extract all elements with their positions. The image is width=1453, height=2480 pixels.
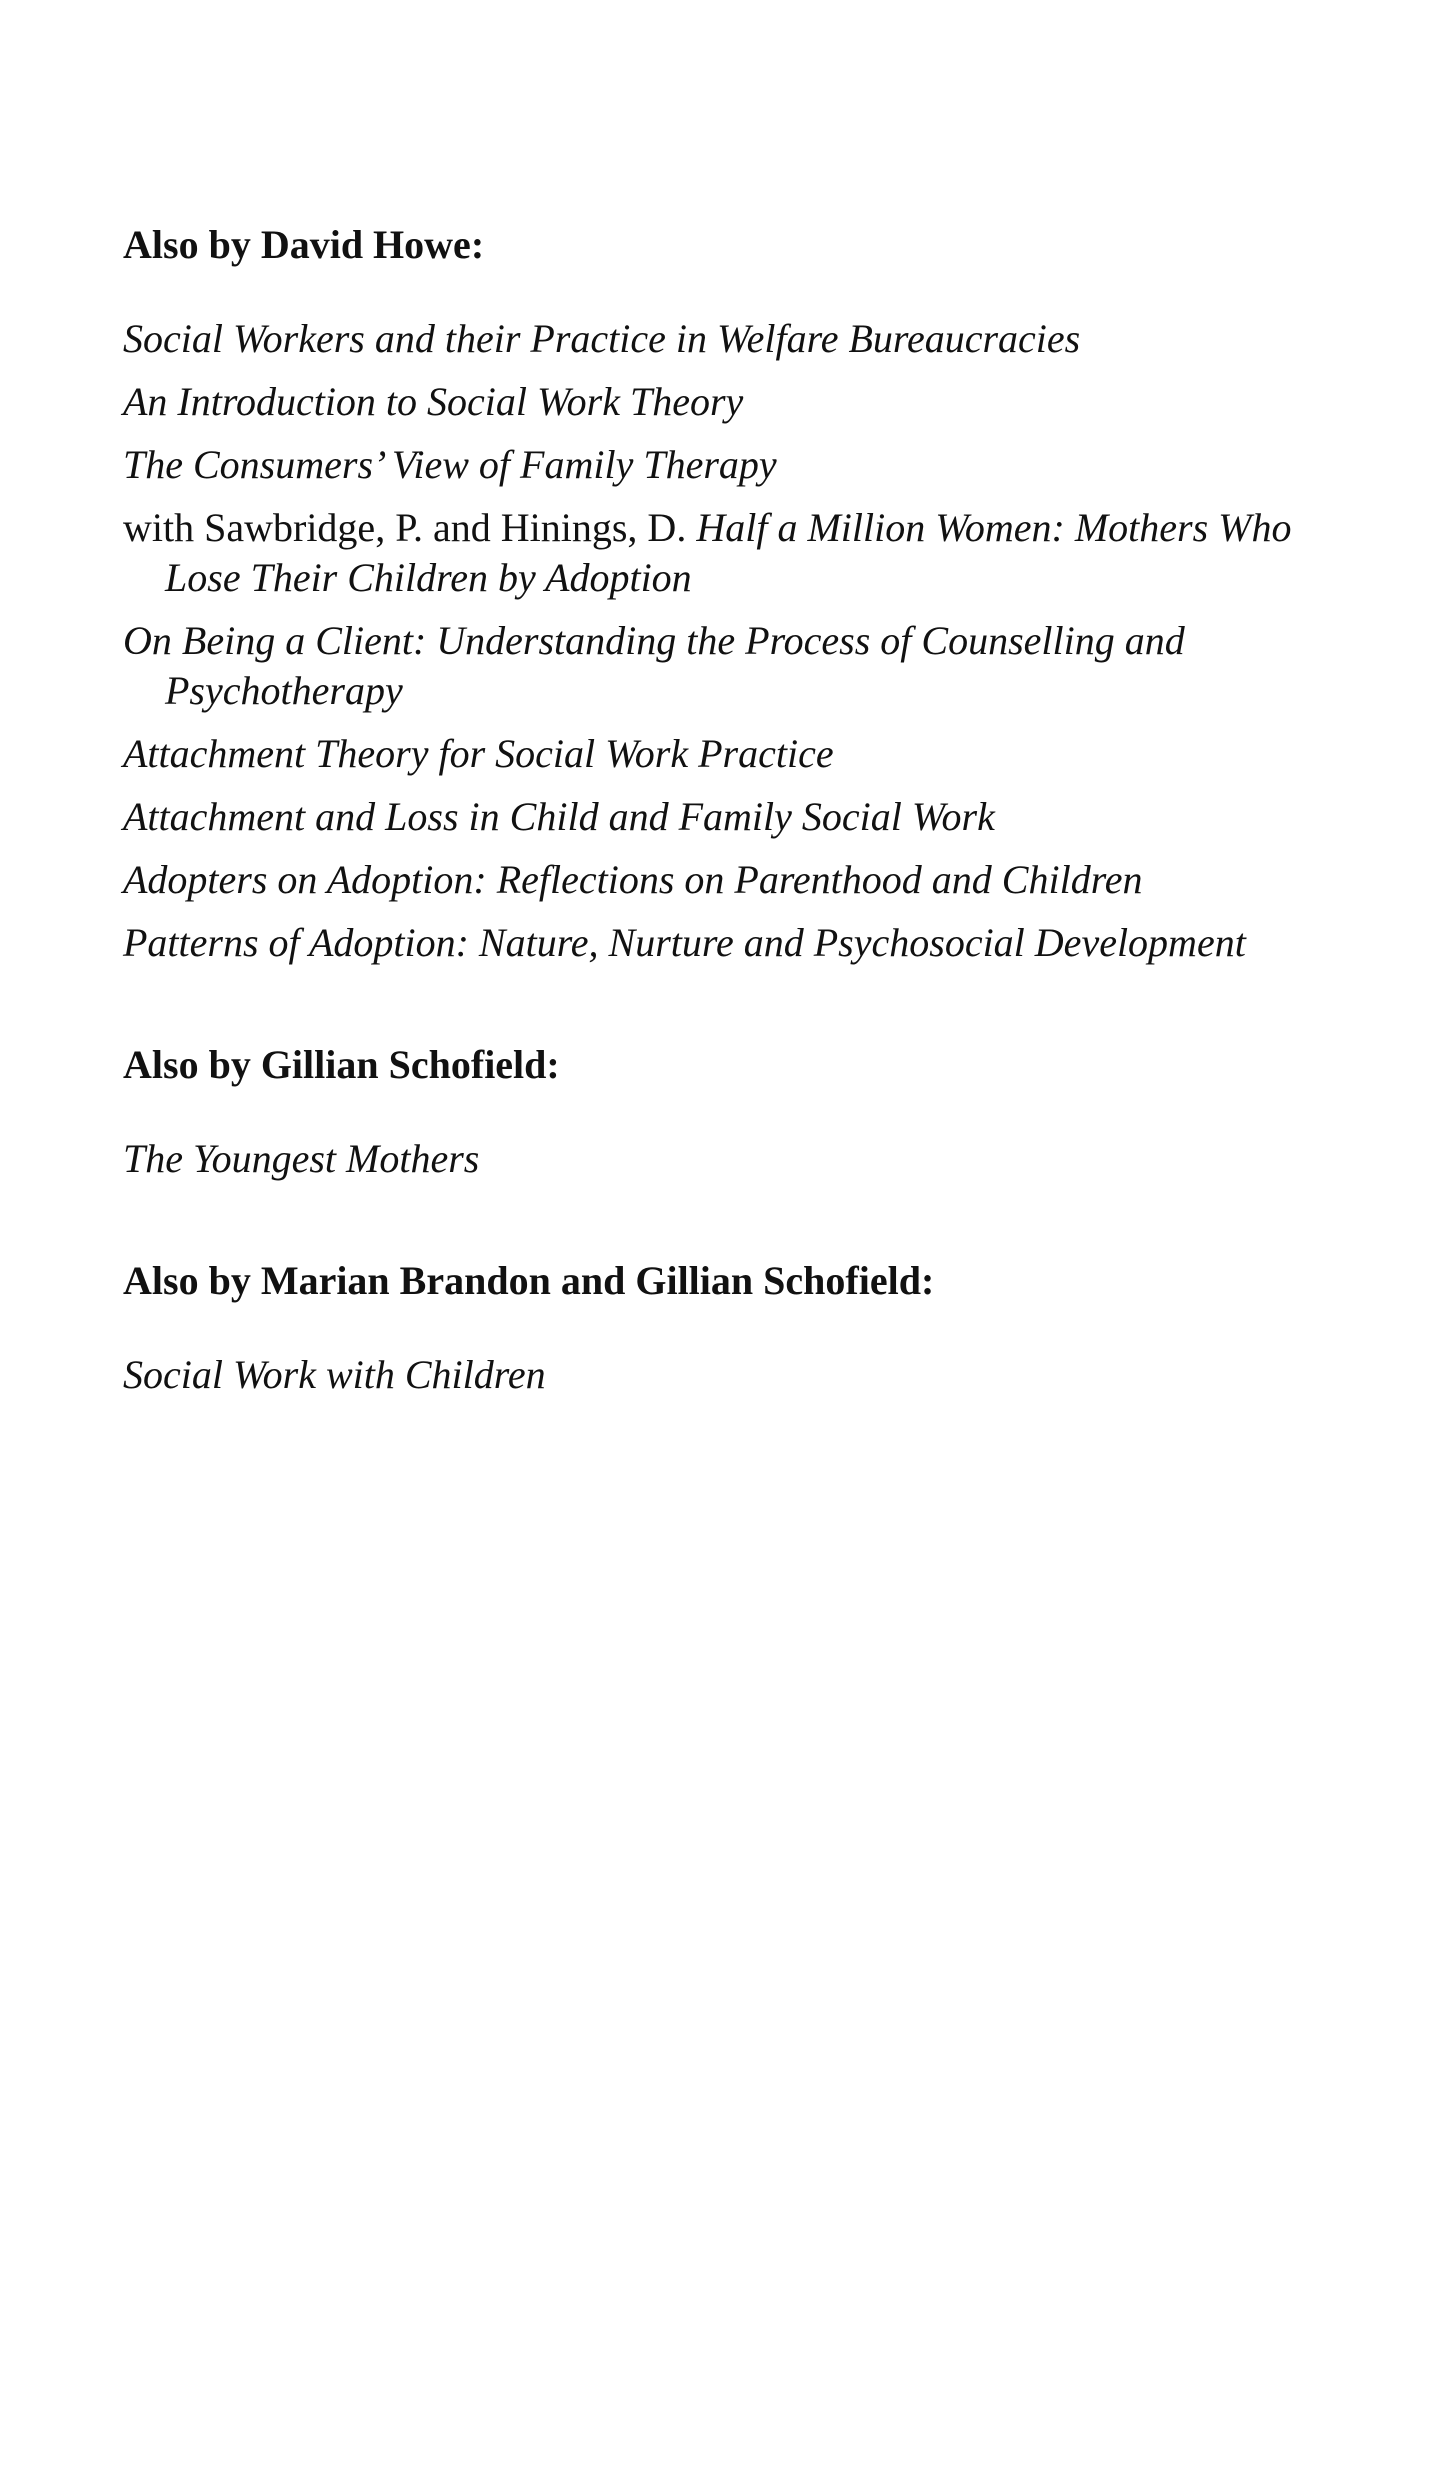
- section-david-howe: [123, 220, 1353, 968]
- book-entry: [123, 918, 1353, 968]
- book-entry: [123, 729, 1353, 779]
- book-list: [123, 314, 1353, 968]
- book-list: [123, 1350, 1353, 1400]
- section-heading: Also by Marian Brandon and Gillian Schofield:: [123, 1258, 935, 1303]
- book-list: [123, 1134, 1353, 1184]
- book-entry: [123, 314, 1353, 364]
- also-by-list: [123, 220, 1353, 1472]
- book-title: Adopters on Adoption: Reflections on Parenthood and Children: [123, 857, 1143, 902]
- book-title: Social Work with Children: [123, 1352, 546, 1397]
- book-title: On Being a Client: Understanding the Process of Counselling and Psychotherapy: [123, 618, 1185, 713]
- book-title: Attachment Theory for Social Work Practice: [123, 731, 834, 776]
- book-entry: [123, 855, 1353, 905]
- book-title: The Consumers’ View of Family Therapy: [123, 442, 777, 487]
- book-title: An Introduction to Social Work Theory: [123, 379, 744, 424]
- section-gillian-schofield: [123, 1040, 1353, 1184]
- book-entry: [123, 440, 1353, 490]
- book-entry: [123, 616, 1353, 716]
- section-heading: Also by David Howe:: [123, 222, 485, 267]
- book-title: The Youngest Mothers: [123, 1136, 480, 1181]
- book-entry: [123, 792, 1353, 842]
- book-entry: [123, 1134, 1353, 1184]
- book-prefix: with Sawbridge, P. and Hinings, D.: [123, 505, 697, 550]
- section-brandon-schofield: [123, 1256, 1353, 1400]
- book-entry: [123, 503, 1353, 603]
- book-entry: [123, 377, 1353, 427]
- book-entry: [123, 1350, 1353, 1400]
- book-title: Attachment and Loss in Child and Family Social Work: [123, 794, 995, 839]
- book-title: Half a Million Women: Mothers Who Lose Their Children by Adoption: [165, 505, 1292, 600]
- section-heading: Also by Gillian Schofield:: [123, 1042, 560, 1087]
- book-title: Social Workers and their Practice in Welfare Bureaucracies: [123, 316, 1081, 361]
- book-title: Patterns of Adoption: Nature, Nurture and Psychosocial Development: [123, 920, 1246, 965]
